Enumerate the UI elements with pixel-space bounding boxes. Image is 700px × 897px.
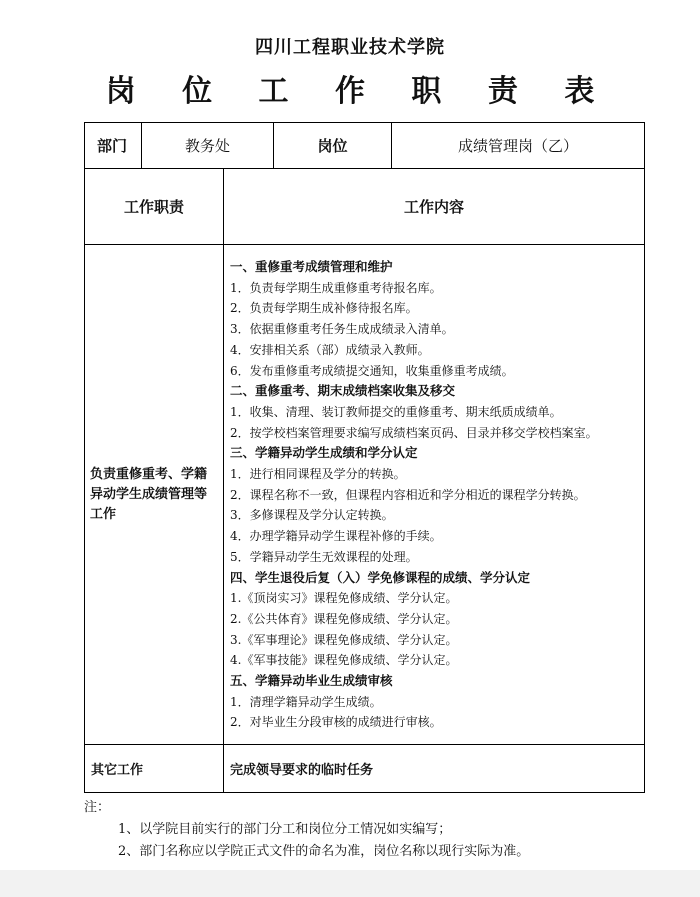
list-item: 1．进行相同课程及学分的转换。 (230, 467, 406, 482)
list-item: 3．多修课程及学分认定转换。 (230, 508, 394, 523)
other-work-row (85, 745, 645, 793)
section-title: 五、学籍异动毕业生成绩审核 (230, 673, 393, 689)
section-title: 四、学生退役后复（入）学免修课程的成绩、学分认定 (230, 569, 531, 585)
content-column-header: 工作内容 (224, 169, 645, 245)
section-title: 三、学籍异动学生成绩和学分认定 (230, 445, 418, 461)
content-row (85, 245, 645, 745)
header-row (85, 123, 645, 169)
duty-column-header: 工作职责 (85, 169, 224, 245)
list-item: 3．依据重修重考任务生成成绩录入清单。 (230, 322, 454, 337)
duty-summary: 负责重修重考、学籍异动学生成绩管理等工作 (85, 245, 224, 745)
other-work-value: 完成领导要求的临时任务 (224, 745, 645, 793)
list-item: 4.《军事技能》课程免修成绩、学分认定。 (230, 653, 458, 668)
list-item: 1．收集、清理、装订教师提交的重修重考、期末纸质成绩单。 (230, 404, 562, 419)
list-item: 4．安排相关系（部）成绩录入教师。 (230, 342, 430, 357)
duty-table (84, 122, 645, 793)
list-item: 6．发布重修重考成绩提交通知，收集重修重考成绩。 (230, 363, 514, 378)
dept-label: 部门 (85, 123, 142, 169)
section-title: 一、重修重考成绩管理和维护 (230, 259, 393, 274)
list-item: 2.《公共体育》课程免修成绩、学分认定。 (230, 611, 458, 626)
note-item: 2、部门名称应以学院正式文件的命名为准，岗位名称以现行实际为准。 (118, 844, 530, 859)
column-header-row (85, 169, 645, 245)
document-title: 岗 位 工 作 职 责 表 (105, 74, 613, 109)
other-work-label: 其它工作 (85, 745, 224, 793)
note-item: 1、以学院目前实行的部门分工和岗位分工情况如实编写； (118, 822, 452, 837)
list-item: 2．对毕业生分段审核的成绩进行审核。 (230, 715, 442, 730)
list-item: 1．清理学籍异动学生成绩。 (230, 694, 382, 709)
post-value: 成绩管理岗（乙） (392, 123, 645, 169)
list-item: 2．负责每学期生成补修待报名库。 (230, 301, 418, 316)
list-item: 4．办理学籍异动学生课程补修的手续。 (230, 529, 442, 544)
content-list (224, 245, 645, 745)
notes-heading: 注： (84, 800, 111, 815)
list-item: 5．学籍异动学生无效课程的处理。 (230, 549, 418, 564)
list-item: 2．按学校档案管理要求编写成绩档案页码、目录并移交学校档案室。 (230, 425, 598, 440)
post-label: 岗位 (274, 123, 392, 169)
list-item: 1.《顶岗实习》课程免修成绩、学分认定。 (230, 591, 458, 606)
list-item: 3.《军事理论》课程免修成绩、学分认定。 (230, 632, 458, 647)
list-item: 2．课程名称不一致，但课程内容相近和学分相近的课程学分转换。 (230, 487, 586, 502)
school-name: 四川工程职业技术学院 (255, 37, 445, 58)
section-title: 二、重修重考、期末成绩档案收集及移交 (230, 383, 456, 399)
list-item: 1．负责每学期生成重修重考待报名库。 (230, 280, 442, 295)
dept-value: 教务处 (142, 123, 274, 169)
